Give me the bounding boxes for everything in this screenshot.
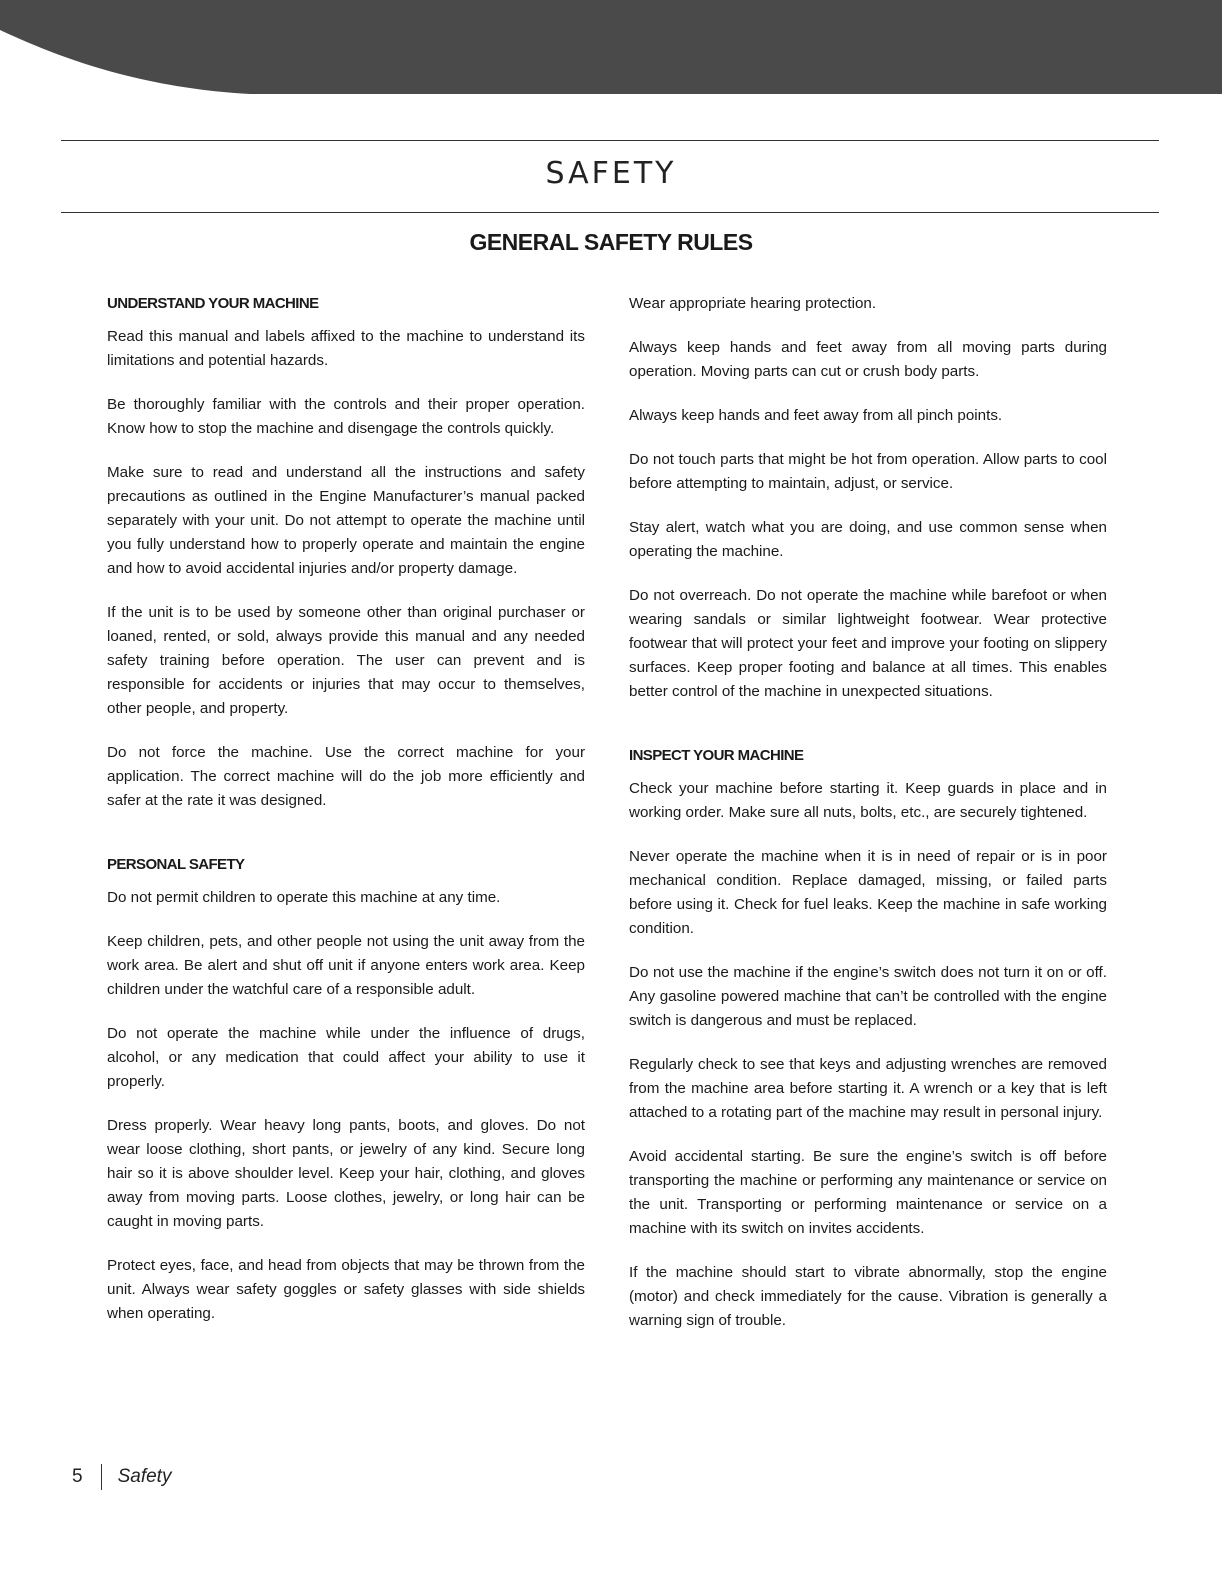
header-band	[0, 0, 1222, 100]
inspect-paragraph-3: Do not use the machine if the engine’s switch does not turn it on or off. Any gasoline powered machine that can’t be controlled with the engine switch is dangerous and must be replaced.	[629, 964, 1107, 1029]
understand-paragraph-2: Be thoroughly familiar with the controls and their proper operation. Know how to stop the machine and disengage the controls quickly.	[107, 396, 585, 437]
understand-heading: UNDERSTAND YOUR MACHINE	[107, 295, 319, 312]
understand-paragraph-3: Make sure to read and understand all the instructions and safety precautions as outlined in the Engine Manufacturer’s manual packed separately with your unit. Do not attempt to operate the machine until you fully understand how to properly operate and maintain the engine and how to avoid accidental injuries and/or property damage.	[107, 464, 585, 577]
section-title: GENERAL SAFETY RULES	[469, 229, 753, 255]
personal-continued-paragraph-4: Do not touch parts that might be hot from operation. Allow parts to cool before attempting to maintain, adjust, or service.	[629, 451, 1107, 492]
understand-paragraph-1: Read this manual and labels affixed to the machine to understand its limitations and potential hazards.	[107, 328, 585, 369]
footer-divider	[101, 1464, 102, 1490]
personal-continued-paragraph-5: Stay alert, watch what you are doing, and use common sense when operating the machine.	[629, 519, 1107, 560]
inspect-paragraph-4: Regularly check to see that keys and adjusting wrenches are removed from the machine area before starting it. A wrench or a key that is left attached to a rotating part of the machine may result in personal injury.	[629, 1056, 1107, 1121]
page-title: SAFETY	[545, 156, 677, 191]
inspect-paragraph-5: Avoid accidental starting. Be sure the engine’s switch is off before transporting the machine or performing any maintenance or service on the unit. Transporting or performing maintenance or service on a machine with its switch on invites accidents.	[629, 1148, 1107, 1237]
header-band-shape	[0, 0, 1222, 94]
personal-paragraph-3: Do not operate the machine while under the influence of drugs, alcohol, or any medication that could affect your ability to use it properly.	[107, 1025, 585, 1090]
page-footer	[72, 1464, 171, 1490]
personal-paragraph-2: Keep children, pets, and other people not using the unit away from the work area. Be alert and shut off unit if anyone enters work area. Keep children under the watchful care of a responsible adult.	[107, 933, 585, 998]
personal-continued-paragraph-3: Always keep hands and feet away from all pinch points.	[629, 407, 1003, 424]
inspect-heading: INSPECT YOUR MACHINE	[629, 747, 804, 764]
personal-paragraph-1: Do not permit children to operate this machine at any time.	[107, 889, 501, 906]
right-column	[629, 292, 1107, 1353]
page-number: 5	[72, 1466, 83, 1487]
footer-section-label: Safety	[117, 1466, 172, 1487]
personal-continued-paragraph-2: Always keep hands and feet away from all moving parts during operation. Moving parts can cut or crush body parts.	[629, 339, 1107, 380]
understand-paragraph-4: If the unit is to be used by someone other than original purchaser or loaned, rented, or sold, always provide this manual and any needed safety training before operation. The user can prevent and is responsible for accidents or injuries that may occur to themselves, other people, and property.	[107, 604, 585, 717]
personal-paragraph-4: Dress properly. Wear heavy long pants, boots, and gloves. Do not wear loose clothing, short pants, or jewelry of any kind. Secure long hair so it is above shoulder level. Keep your hair, clothing, and gloves away from moving parts. Loose clothes, jewelry, or long hair can be caught in moving parts.	[107, 1117, 585, 1230]
personal-paragraph-5: Protect eyes, face, and head from objects that may be thrown from the unit. Always wear safety goggles or safety glasses with side shields when operating.	[107, 1257, 585, 1322]
title-rule-top	[61, 140, 1159, 141]
title-rule-bottom	[61, 212, 1159, 213]
personal-continued-paragraph-1: Wear appropriate hearing protection.	[629, 295, 877, 312]
inspect-paragraph-6: If the machine should start to vibrate abnormally, stop the engine (motor) and check immediately for the cause. Vibration is generally a warning sign of trouble.	[629, 1264, 1107, 1329]
inspect-paragraph-1: Check your machine before starting it. Keep guards in place and in working order. Make sure all nuts, bolts, etc., are securely tightened.	[629, 780, 1107, 821]
understand-paragraph-5: Do not force the machine. Use the correct machine for your application. The correct machine will do the job more efficiently and safer at the rate it was designed.	[107, 744, 585, 809]
left-column	[107, 292, 585, 1346]
personal-safety-heading: PERSONAL SAFETY	[107, 856, 245, 873]
inspect-paragraph-2: Never operate the machine when it is in need of repair or is in poor mechanical condition. Replace damaged, missing, or failed parts before using it. Check for fuel leaks. Keep the machine in safe working condition.	[629, 848, 1107, 937]
personal-continued-paragraph-6: Do not overreach. Do not operate the machine while barefoot or when wearing sandals or similar lightweight footwear. Wear protective footwear that will protect your feet and improve your footing on slippery surfaces. Keep proper footing and balance at all times. This enables better control of the machine in unexpected situations.	[629, 587, 1107, 700]
